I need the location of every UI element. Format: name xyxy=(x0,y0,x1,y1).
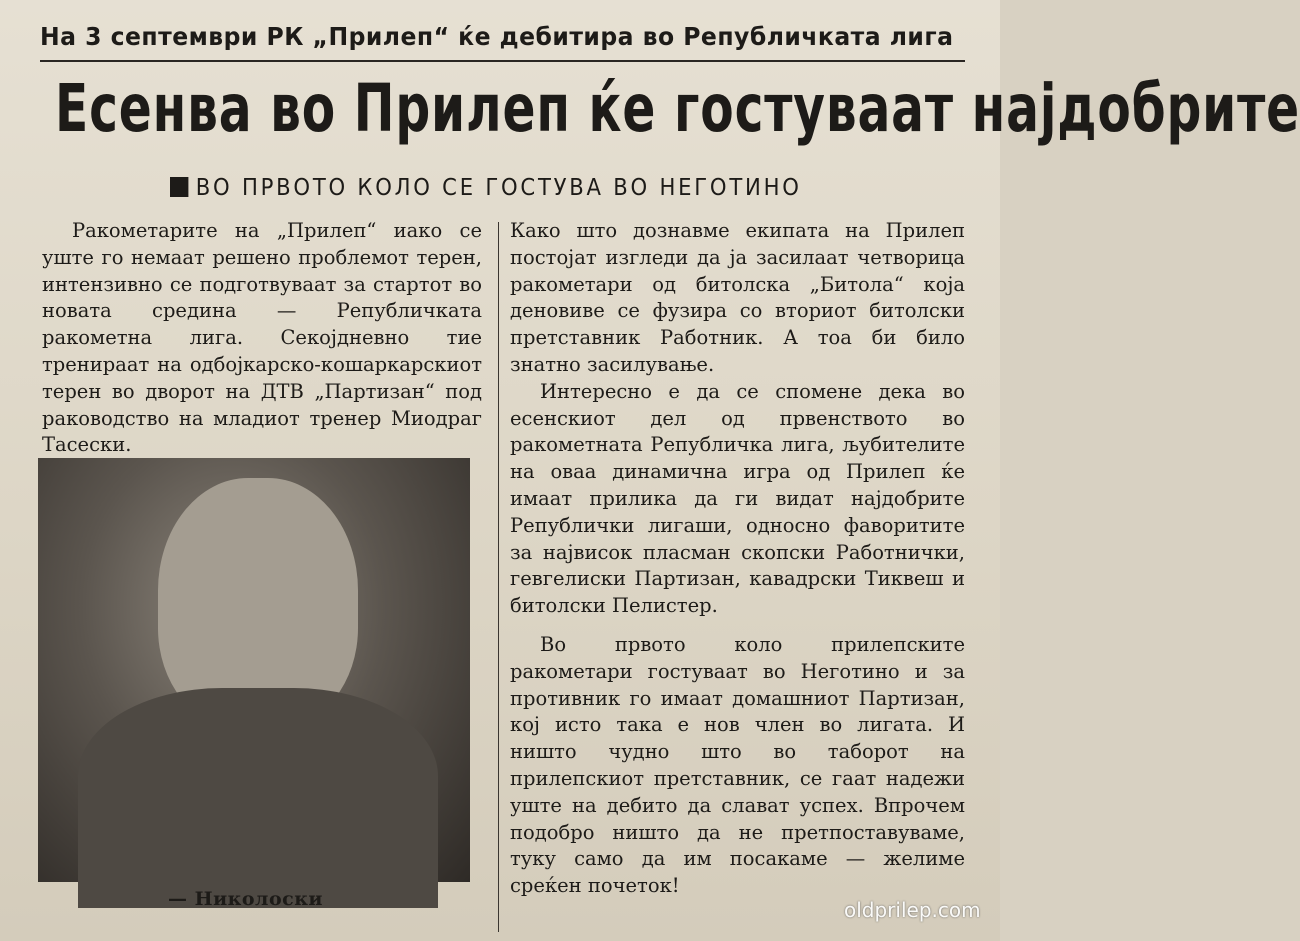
bullet-square-icon xyxy=(170,177,188,197)
left-column xyxy=(42,218,482,459)
photo-caption: — Николоски xyxy=(168,888,324,910)
right-column xyxy=(510,218,965,900)
right-paragraph-2: Интересно е да се спомене дека во есенскиот дел од првенството во ракометната Републичка лига, љубителите на оваа динамична игра од Прилеп ќе имаат прилика да ги видат најдобрите Републички лигаши, односно фаворитите за највисок пласман скопски Работнички, гевгелиски Партизан, кавадрски Тиквеш и битолски Пелистер. xyxy=(510,379,965,618)
column-divider xyxy=(498,222,499,932)
player-photo xyxy=(38,458,470,882)
subheadline xyxy=(170,175,802,201)
kicker-line: На 3 септември РК „Прилеп“ ќе дебитира во Републичката лига xyxy=(40,22,954,51)
right-paragraph-1: Како што дознавме екипата на Прилеп постојат изгледи да ја засилаат четворица ракометари од битолска „Битола“ која деновиве се фузира со вториот битолски претставник Работник. А тоа би било знатно засилување. xyxy=(510,219,965,376)
headline: Есенва во Прилеп ќе гостуваат најдобрите xyxy=(55,70,1300,147)
top-rule xyxy=(40,60,965,62)
subheadline-text: ВО ПРВОТО КОЛО СЕ ГОСТУВА ВО НЕГОТИНО xyxy=(195,175,802,201)
photo-shoulders xyxy=(78,688,438,908)
watermark: oldprilep.com xyxy=(844,898,981,922)
left-paragraph-1: Ракометарите на „Прилеп“ иако се уште го немаат решено проблемот терен, интензивно се подготвуваат за стартот во новата средина — Републичката ракометна лига. Секојдневно тие тренираат на одбојкарско-кошаркарскиот терен во дворот на ДТВ „Партизан“ под раководство на младиот тренер Миодраг Тасески. xyxy=(42,219,482,457)
right-paragraph-3: Во првото коло прилепските ракометари гостуваат во Неготино и за противник го имаат домашниот Партизан, кој исто така е нов член во лигата. И ништо чудно што во таборот на прилепскиот претставник, се гаат надежи уште на дебито да слават успех. Впрочем подобро ништо да не претпоставуваме, туку само да им посакаме — желиме среќен почеток! xyxy=(510,632,965,898)
